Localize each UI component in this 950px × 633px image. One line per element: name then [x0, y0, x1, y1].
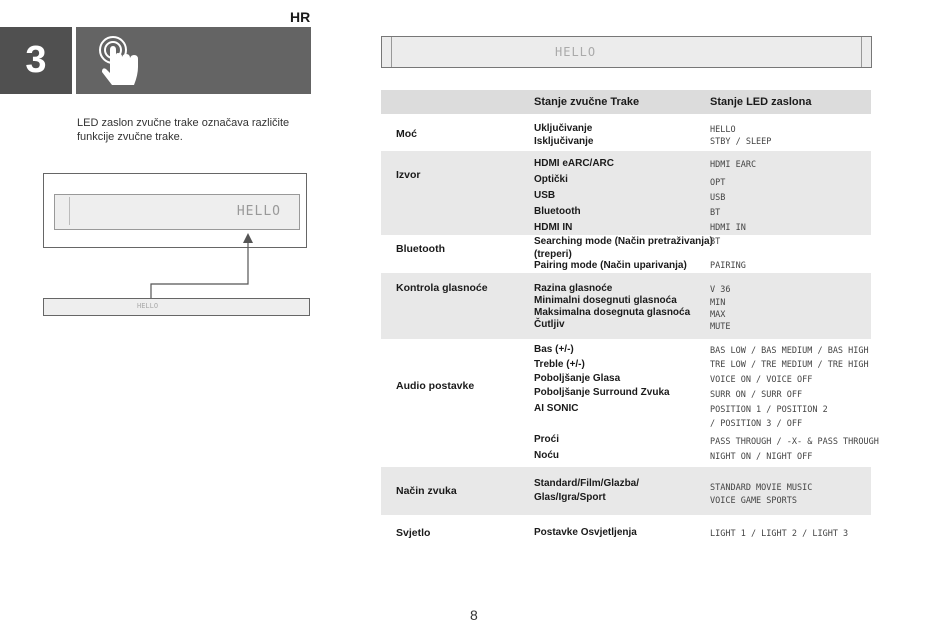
led-value: USB [710, 193, 726, 203]
state-label: Treble (+/-) [534, 359, 585, 370]
state-label: Uključivanje [534, 123, 593, 134]
intro-text: LED zaslon zvučne trake označava različite funkcije zvučne trake. [77, 117, 290, 143]
category-label: Moć [396, 128, 417, 140]
category-label: Izvor [396, 169, 421, 181]
led-value: TRE LOW / TRE MEDIUM / TRE HIGH [710, 360, 869, 370]
table-row [381, 518, 871, 548]
led-value: NIGHT ON / NIGHT OFF [710, 452, 813, 462]
category-label: Audio postavke [396, 380, 475, 392]
language-code: HR [290, 9, 311, 25]
state-label: Bluetooth [534, 206, 581, 217]
state-label: Standard/Film/Glazba/ [534, 478, 640, 489]
bar-cap-right [861, 37, 862, 67]
state-label: HDMI eARC/ARC [534, 158, 614, 169]
led-value: VOICE ON / VOICE OFF [710, 375, 813, 385]
state-label: Glas/Igra/Sport [534, 492, 606, 503]
led-value: STANDARD MOVIE MUSIC [710, 483, 813, 493]
table-row [381, 117, 871, 149]
table-header-row [381, 90, 871, 114]
table-row [381, 235, 871, 272]
table-row [381, 341, 879, 465]
header-led-state: Stanje LED zaslona [710, 96, 812, 108]
category-label: Način zvuka [396, 485, 457, 497]
led-value: BAS LOW / BAS MEDIUM / BAS HIGH [710, 346, 869, 356]
soundbar-illustration [43, 298, 310, 316]
state-label: Proći [534, 434, 560, 445]
state-label: Poboljšanje Glasa [534, 373, 621, 384]
led-value: HDMI IN [710, 223, 746, 233]
step-number: 3 [0, 27, 72, 94]
connector-arrow [0, 0, 320, 320]
led-value: BT [710, 237, 721, 247]
led-value: V 36 [710, 285, 731, 295]
led-value: SURR ON / SURR OFF [710, 390, 803, 400]
header-sound-state: Stanje zvučne Trake [534, 96, 640, 108]
state-label: Bas (+/-) [534, 344, 574, 355]
state-label: Čutljiv [534, 319, 565, 330]
table-row [381, 151, 871, 235]
led-value: LIGHT 1 / LIGHT 2 / LIGHT 3 [710, 529, 849, 539]
state-label: Noću [534, 450, 559, 461]
category-label: Bluetooth [396, 243, 445, 255]
led-value: MIN [710, 298, 726, 308]
table-row [381, 467, 871, 515]
led-value: MUTE [710, 322, 731, 332]
bar-cap-left [391, 37, 392, 67]
soundbar-display-text: HELLO [236, 204, 281, 219]
led-value: PASS THROUGH / -X- & PASS THROUGH [710, 437, 879, 447]
category-label: Kontrola glasnoće [396, 282, 488, 294]
state-label: USB [534, 190, 556, 201]
category-label: Svjetlo [396, 527, 431, 539]
led-value: HDMI EARC [710, 160, 757, 170]
led-value: / POSITION 3 / OFF [710, 419, 803, 429]
table-row [381, 273, 871, 339]
state-label: Isključivanje [534, 136, 594, 147]
state-label: Postavke Osvjetljenja [534, 527, 637, 538]
state-label: (treperi) [534, 249, 572, 260]
led-value: PAIRING [710, 261, 746, 271]
state-label: Optički [534, 174, 568, 185]
led-value: POSITION 1 / POSITION 2 [710, 405, 828, 415]
led-value: OPT [710, 178, 726, 188]
page-number: 8 [470, 607, 478, 623]
led-value: STBY / SLEEP [710, 137, 772, 147]
state-label: Searching mode (Način pretraživanja) [534, 236, 713, 247]
led-value: VOICE GAME SPORTS [710, 496, 797, 506]
soundbar-small-text: HELLO [137, 302, 159, 310]
led-value: BT [710, 208, 721, 218]
soundbar-header-image [381, 36, 872, 68]
state-label: Maksimalna dosegnuta glasnoća [534, 307, 691, 318]
state-label: Minimalni dosegnuti glasnoća [534, 295, 677, 306]
state-label: HDMI IN [534, 222, 573, 233]
led-value: HELLO [710, 125, 736, 135]
soundbar-header-text: HELLO [555, 45, 597, 59]
led-value: MAX [710, 310, 726, 320]
state-label: Poboljšanje Surround Zvuka [534, 387, 670, 398]
state-label: Pairing mode (Način uparivanja) [534, 260, 687, 271]
state-label: AI SONIC [534, 403, 579, 414]
state-label: Razina glasnoće [534, 283, 613, 294]
